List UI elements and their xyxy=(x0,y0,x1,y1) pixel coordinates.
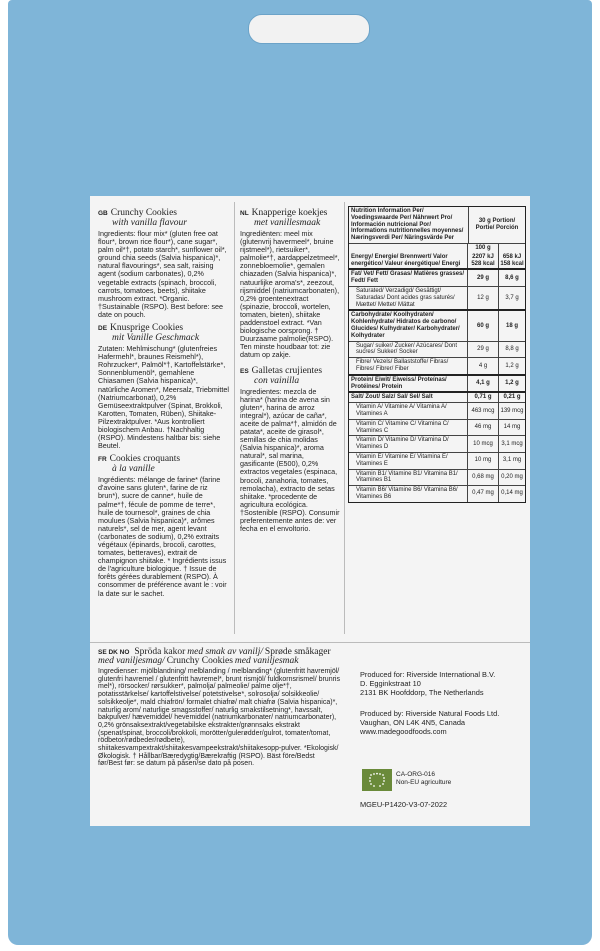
website: www.madegoodfoods.com xyxy=(360,727,447,736)
value-per-100g: 60 g xyxy=(467,311,498,340)
value-per-portion: 8,6 g xyxy=(498,270,525,286)
nutrition-row xyxy=(349,309,525,340)
lang-code: GB xyxy=(98,210,108,217)
product-pouch xyxy=(8,0,592,945)
nutrition-subheader-row xyxy=(349,243,525,253)
lang-code: FR xyxy=(98,456,107,464)
nl-block xyxy=(240,208,340,360)
nutrient-label: Salt/ Zout/ Salz/ Sal/ Sel/ Salt xyxy=(351,394,433,401)
value-per-portion: 139 mcg xyxy=(498,403,525,419)
per-100g-header: 100 g xyxy=(467,244,498,253)
product-title: Cookies croquants xyxy=(109,454,181,465)
product-subtitle: med smak av vanilj/ xyxy=(187,647,263,657)
product-subtitle-no: med vaniljesmak xyxy=(234,656,299,666)
portion-header: 30 g Portion/ Portie/ Porción xyxy=(468,207,525,243)
ingredients-text: Ingrédients: mélange de farine* (farine d'avoine sans gluten*, farine de riz brun*), sucre de canne*, huile de palme*†, fécule de pomme de terre*, huile de tournesol*, graines de chia moulues (Salvia hispanica)*, arômes naturels*, sel de mer, agent levant (carbonates de sodium), 0,2% extraits végétaux (épinards, brocoli, carottes, tomates, betteraves), extrait de champignon shiitake. * Ingrédients issus de l'agriculture biologique. † Issue de forêts gérées durablement (RSPO). À consommer de préférence avant le : voir la date sur le sachet. xyxy=(98,475,227,598)
nutrition-row xyxy=(349,469,525,486)
nutrient-label: Fat/ Vet/ Fett/ Grasas/ Matières grasses/ Fedt/ Fett xyxy=(351,271,465,285)
value-per-100g: 29 g xyxy=(467,270,498,286)
nutrition-row xyxy=(349,391,525,402)
ingredients-text: Ingredienser: mjölblandning/ melblanding / melblanding* (glutenfritt havremjöl/ glutenfri havremel / glutenfritt havremel*, brunt rismjöl/ fuldkornsrismel/ brunris mel*), rörsocker/ rørsukker*, palmolja/ palmeolie/ palme olje*†, potatisstärkelse/ kartoffelstivelse/ potetstivelse*, solrosolja/ solsikkeolie/ solsikkeolje*, mald chiafrön/ formalet chiafrø/ malt chiafrø (Salvia hispanica)*, naturlig arom/ naturlige smagsstoffer/ naturlig smakstilsetning*, havssalt, bakpulver/ hævemiddel/ hevemiddel (natriumkarbonater/ natriumcarbonater), 0,2% grönsaksextrakt/vegetabilske ekstrakter/grønnsaks ekstrakt (spenat/spinat, broccoli/brokkoli, morötter/gulerødder/gulrot, tomater/tomat, rödbetor/rødbeder/rødbete), shiitakesvampextrakt/shiitakesvampeekstrakt/shiitakesopp-pulver. *Ekologisk/ Økologisk. † Hållbar/Bæredygtig/Bærekraftig (RSPO). Bäst före/Bedst før/Best før: se datum på påsen/se dato på posen. xyxy=(98,668,340,768)
column-divider xyxy=(344,202,345,634)
nutrient-label: Vitamin B6/ Vitamine B6/ Vitamina B6/ Vitamines B6 xyxy=(356,487,458,500)
product-title: Knusprige Cookies xyxy=(110,323,184,334)
es-block xyxy=(240,366,340,534)
product-subtitle: à la vanille xyxy=(112,464,155,475)
value-per-100g: 4 g xyxy=(467,358,498,374)
product-title: Spröda kakor xyxy=(134,647,186,657)
nutrition-row xyxy=(349,268,525,286)
produced-by: Produced by: Riverside Natural Foods Ltd. xyxy=(360,709,500,718)
product-subtitle: met vanillesmaak xyxy=(254,218,321,228)
value-per-100g: 0,71 g xyxy=(467,393,498,402)
value-per-100g: 463 mcg xyxy=(467,403,498,419)
value-per-portion: 3,1 mg xyxy=(498,453,525,469)
product-subtitle-dk: med vaniljesmag/ xyxy=(98,656,165,666)
section-divider xyxy=(90,642,530,643)
gb-block xyxy=(98,208,230,319)
value-per-100g: 46 mg xyxy=(467,420,498,436)
value-per-portion: 0,14 mg xyxy=(498,486,525,502)
lang-code: DE xyxy=(98,325,108,333)
product-subtitle: mit Vanille Geschmack xyxy=(112,333,200,344)
product-subtitle: with vanilla flavour xyxy=(112,218,187,228)
nutrient-label: Sugar/ suiker/ Zucker/ Azúcares/ Dont sucres/ Sukker/ Socker xyxy=(356,342,458,356)
nutrition-row xyxy=(349,286,525,309)
nutrient-label: Vitamin C/ Vitamine C/ Vitamina C/ Vitamines C xyxy=(356,420,449,434)
nutrition-header: Nutrition Information Per/ Voedingswaarde Per/ Nährwert Pro/ Información nutricional Por/ Informations nutritionnelles moyennes/ Næringsverdi Per/ Näringsvärde Per xyxy=(351,208,464,242)
value-per-portion: 1,2 g xyxy=(498,358,525,374)
address-line: Vaughan, ON L4K 4N5, Canada xyxy=(360,718,466,727)
nutrition-row xyxy=(349,435,525,452)
nordic-block xyxy=(98,648,340,768)
value-per-100g: 0,68 mg xyxy=(467,470,498,486)
value-per-100g: 4,1 g xyxy=(467,376,498,392)
nutrient-label: Energy/ Energie/ Brennwert/ Valor energético/ Valeur énergétique/ Energi xyxy=(351,253,461,267)
value-per-100g: 10 mcg xyxy=(467,436,498,452)
nutrition-row xyxy=(349,374,525,392)
eu-organic-leaf-icon xyxy=(362,769,392,791)
value-per-100g: 0,47 mg xyxy=(467,486,498,502)
value-per-portion: 1,2 g xyxy=(498,376,525,392)
lang-code: SE DK NO xyxy=(98,649,130,656)
address-line: D. Egginkstraat 10 xyxy=(360,679,421,688)
nutrient-label: Vitamin A/ Vitamine A/ Vitamina A/ Vitamines A xyxy=(356,404,447,417)
nutrition-row xyxy=(349,485,525,502)
ingredients-column-2 xyxy=(240,208,340,533)
value-per-portion: 0,20 mg xyxy=(498,470,525,486)
de-block xyxy=(98,323,230,450)
hang-hole xyxy=(248,14,370,44)
organic-note: Non-EU agriculture xyxy=(396,779,452,786)
value-per-portion: 14 mg xyxy=(498,420,525,436)
lang-code: ES xyxy=(240,367,249,375)
nutrition-row xyxy=(349,452,525,469)
value-per-100g: 12 g xyxy=(467,287,498,309)
producer-info xyxy=(360,670,525,736)
value-per-portion: 8,8 g xyxy=(498,342,525,358)
ingredients-text: Ingredients: flour mix* (gluten free oat flour*, brown rice flour*), cane sugar*, palm oil*†, potato starch*, sunflower oil*, ground chia seeds (Salvia hispanica)*, natural flavourings*, sea salt, raising agent (sodium carbonates), 0,2% vegetable extracts (spinach, broccoli, carrots, tomatoes, beets), shiitake mushroom extract. *Organic. †Sustainable (RSPO). Best before: see date on pouch. xyxy=(98,229,227,319)
product-subtitle: con vainilla xyxy=(254,375,300,386)
address-line: 2131 BK Hoofddorp, The Netherlands xyxy=(360,688,484,697)
column-divider xyxy=(234,202,235,634)
product-title: Knapperige koekjes xyxy=(251,208,328,218)
nutrient-label: Saturated/ Verzadigd/ Gesättigt/ Saturadas/ Dont acides gras saturés/ Mættet/ Mettet/ Mättat xyxy=(356,287,455,308)
lang-code: NL xyxy=(240,210,249,217)
value-per-portion: 18 g xyxy=(498,311,525,340)
value-per-100g: 10 mg xyxy=(467,453,498,469)
product-title-no: Crunchy Cookies xyxy=(166,656,233,666)
value-per-portion: 3,7 g xyxy=(498,287,525,309)
back-label xyxy=(90,196,530,826)
ingredients-column-1 xyxy=(98,208,230,598)
nutrition-row xyxy=(349,357,525,374)
nutrient-label: Vitamin E/ Vitamine E/ Vitamina E/ Vitamines E xyxy=(356,453,448,467)
nutrient-label: Fibre/ Vezels/ Ballaststoffe/ Fibras/ Fibres/ Fibrer/ Fiber xyxy=(356,359,449,372)
nutrient-label: Protein/ Eiwit/ Eiweiss/ Proteínas/ Protéines/ Protein xyxy=(351,376,447,390)
product-code: MGEU-P1420-V3-07-2022 xyxy=(360,800,448,809)
ingredients-text: Ingrediënten: meel mix (glutenvrij havermeel*, bruine rijstmeel*), rietsuiker*, palmolie*†, aardappelzetmeel*, zonnebloemolie*, gemalen chiazaden (Salvia hispanica)*, natuurlijke aroma's*, zeezout, rijsmiddel (natriumcarbonaten), 0,2% groentenextract (spinazie, broccoli, wortelen, tomaten, bieten), shiitake paddenstoel extract. *Van biologische oorsprong. † Duurzaame palmolie(RSPO). Ten minste houdbaar tot: zie datum op zakje. xyxy=(240,229,340,360)
nutrition-header-row xyxy=(349,207,525,243)
nutrient-label: Carbohydrate/ Koolhydraten/ Kohlenhydrate/ Hidratos de carbono/ Glucides/ Kulhydrater/ Karbohydrater/ Kolhydrater xyxy=(351,312,460,339)
value-per-100g: 2207 kJ 528 kcal xyxy=(467,253,498,269)
nutrition-table xyxy=(348,206,526,503)
value-per-100g: 29 g xyxy=(467,342,498,358)
nutrition-rows xyxy=(349,253,525,502)
nutrition-row xyxy=(349,402,525,419)
value-per-portion: 3,1 mcg xyxy=(498,436,525,452)
value-per-portion: 0,21 g xyxy=(498,393,525,402)
nutrition-row xyxy=(349,341,525,358)
ingredients-text: Zutaten: Mehlmischung* (glutenfreies Hafermehl*, braunes Reismehl*), Rohrzucker*, Palmöl*†, Kartoffelstärke*, Sonnenblumenöl*, gemahlene Chiasamen (Salvia hispanica)*, natürliche Aromen*, Meersalz, Triebmittel (Natriumcarbonat), 0,2% Gemüseextraktpulver (Spinat, Brokkoli, Karotten, Tomaten, Rüben), Shiitake-Pilzextraktpulver. *Aus kontrolliert biologischem Anbau. †Nachhaltig (RSPO). Mindestens haltbar bis: siehe Beutel. xyxy=(98,344,230,451)
product-title: Crunchy Cookies xyxy=(110,208,177,218)
nutrition-row xyxy=(349,253,525,269)
nutrient-label: Vitamin B1/ Vitamine B1/ Vitamina B1/ Vitamines B1 xyxy=(356,470,458,484)
nutrient-label: Vitamin D/ Vitamine D/ Vitamina D/ Vitamines D xyxy=(356,437,449,451)
value-per-portion: 658 kJ 158 kcal xyxy=(498,253,525,269)
product-title-dk: Sprøde småkager xyxy=(264,647,331,657)
produced-for: Produced for: Riverside International B.V. xyxy=(360,670,496,679)
organic-code: CA-ORG-016 xyxy=(396,771,436,778)
organic-cert xyxy=(396,771,451,787)
fr-block xyxy=(98,454,230,597)
ingredients-text: Ingredientes: mezcla de harina* (harina de avena sin gluten*, harina de arroz integral*), azúcar de caña*, aceite de palma*†, almidón de patata*, aceite de girasol*, semillas de chia molidas (Salvia hispanica)*, aroma natural*, sal marina, gasificante (E500), 0,2% extractos vegetales (espinaca, brocoli, zanahoria, tomates, remolacha), extracto de setas shiitake. *procedente de agricultura ecológica. †Sostenible (RSPO). Consumir preferentemente antes de: ver fecha en el envoltorio. xyxy=(240,386,340,534)
product-title: Galletas crujientes xyxy=(251,365,323,376)
nutrition-row xyxy=(349,419,525,436)
